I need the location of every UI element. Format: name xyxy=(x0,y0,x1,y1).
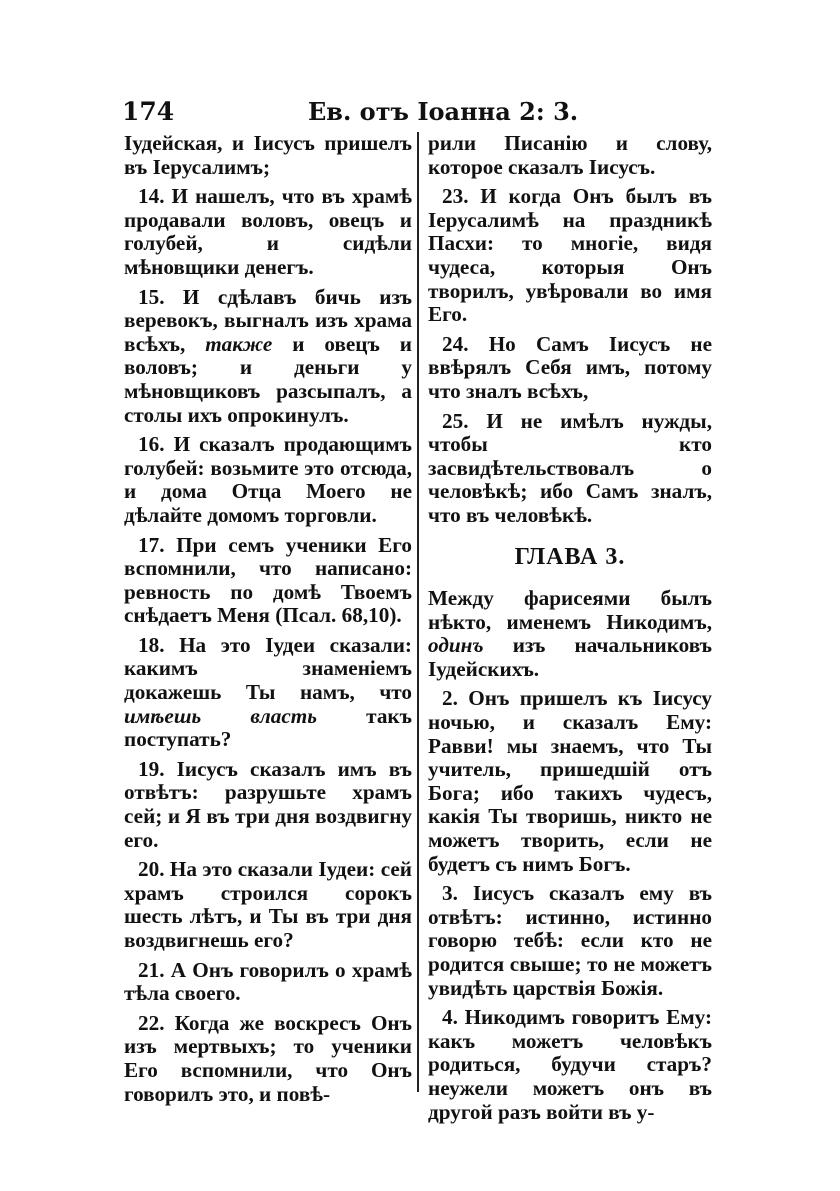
verse-text: 24. Но Самъ Іисусъ не ввѣрялъ Себя имъ, потому что зналъ всѣхъ, xyxy=(428,331,712,403)
verse-paragraph xyxy=(428,410,712,528)
verse-text: Іудейская, и Іисусъ пришелъ въ Іерусалимъ; xyxy=(124,131,412,179)
right-column-verses-before xyxy=(428,132,712,528)
italic-phrase: также xyxy=(205,331,273,356)
verse-paragraph xyxy=(124,132,412,179)
column-divider xyxy=(417,132,419,1092)
book-page xyxy=(118,96,716,1124)
verse-paragraph xyxy=(428,1006,712,1124)
verse-paragraph xyxy=(124,286,412,428)
page-number: 174 xyxy=(122,97,175,126)
chapter-opening-verse xyxy=(428,587,712,681)
verse-text: рили Писанію и слову, которое сказалъ Іисусъ. xyxy=(428,131,712,179)
verse-text: 23. И когда Онъ былъ въ Іерусалимѣ на праздникѣ Пасхи: то многіе, видя чудеса, которыя Онъ творилъ, увѣровали во имя Его. xyxy=(428,184,712,327)
verse-paragraph xyxy=(428,687,712,876)
verse-paragraph xyxy=(124,185,412,279)
verse-paragraph xyxy=(428,185,712,327)
italic-phrase: одинъ xyxy=(428,633,484,658)
verse-paragraph xyxy=(124,1012,412,1106)
verse-paragraph xyxy=(124,433,412,527)
verse-paragraph xyxy=(124,534,412,628)
verse-paragraph xyxy=(428,132,712,179)
left-column xyxy=(124,132,412,1112)
verse-text: изъ начальниковъ Іудейскихъ. xyxy=(428,633,712,681)
verse-paragraph xyxy=(124,858,412,952)
verse-paragraph xyxy=(124,634,412,752)
verse-text: 16. И сказалъ продающимъ голубей: возьмите это отсюда, и дома Отца Моего не дѣлайте домомъ торговли. xyxy=(124,432,412,527)
verse-paragraph xyxy=(124,758,412,852)
verse-text: 25. И не имѣлъ нужды, чтобы кто засвидѣтельствовалъ о человѣкѣ; ибо Самъ зналъ, что въ человѣкѣ. xyxy=(428,408,712,527)
verse-text: 4. Никодимъ говоритъ Ему: какъ можетъ человѣкъ родиться, будучи старъ? неужели можетъ онъ въ другой разъ войти въ у- xyxy=(428,1005,712,1124)
verse-text: 21. А Онъ говорилъ о храмѣ тѣла своего. xyxy=(124,957,412,1006)
verse-text: 15. И сдѣлавъ бичь изъ веревокъ, выгналъ изъ храма всѣхъ, xyxy=(124,284,412,356)
verse-text: 19. Іисусъ сказалъ имъ въ отвѣтъ: разрушьте храмъ сей; и Я въ три дня воздвигну его. xyxy=(124,756,412,852)
verse-text: 20. На это сказали Іудеи: сей храмъ строился сорокъ шесть лѣтъ, и Ты въ три дня воздвигнешь его? xyxy=(124,857,412,952)
verse-paragraph xyxy=(428,882,712,1000)
running-title: Ев. отъ Іоанна 2: 3. xyxy=(308,97,579,126)
verse-text: такъ поступать? xyxy=(124,703,412,752)
right-column-verses-after xyxy=(428,687,712,1124)
verse-text: 17. При семъ ученики Его вспомнили, что написано: ревность по домѣ Твоемъ снѣдаетъ Меня (Псал. 68,10). xyxy=(124,532,412,628)
page-header xyxy=(118,96,716,130)
verse-paragraph xyxy=(428,333,712,404)
verse-text: 14. И нашелъ, что въ храмѣ продавали воловъ, овецъ и голубей, и сидѣли мѣновщики денегъ. xyxy=(124,184,412,279)
verse-text: 3. Іисусъ сказалъ ему въ отвѣтъ: истинно, истинно говорю тебѣ: если кто не родится свыше; то не можетъ увидѣть царствія Божія. xyxy=(428,881,712,1000)
verse-text: и овецъ и воловъ; и деньги у мѣновщиковъ разсыпалъ, а столы ихъ опрокинулъ. xyxy=(124,331,412,427)
verse-text: 22. Когда же воскресъ Онъ изъ мертвыхъ; то ученики Его вспомнили, что Онъ говорилъ это, и повѣ- xyxy=(124,1010,412,1106)
chapter-heading: ГЛАВА 3. xyxy=(514,543,626,570)
verse-text: 2. Онъ пришелъ къ Іисусу ночью, и сказалъ Ему: Равви! мы знаемъ, что Ты учитель, пришедшій отъ Бога; ибо такихъ чудесъ, какія Ты творишь, никто не можетъ творить, если не будетъ съ нимъ Богъ. xyxy=(428,686,712,876)
italic-phrase: имѣешь власть xyxy=(124,703,317,728)
verse-text: 18. На это Іудеи сказали: какимъ знаменіемъ докажешь Ты намъ, что xyxy=(124,632,412,705)
right-column xyxy=(428,132,712,1130)
verse-text: Между фарисеями былъ нѣкто, именемъ Никодимъ, xyxy=(428,586,712,634)
verse-paragraph xyxy=(124,959,412,1006)
